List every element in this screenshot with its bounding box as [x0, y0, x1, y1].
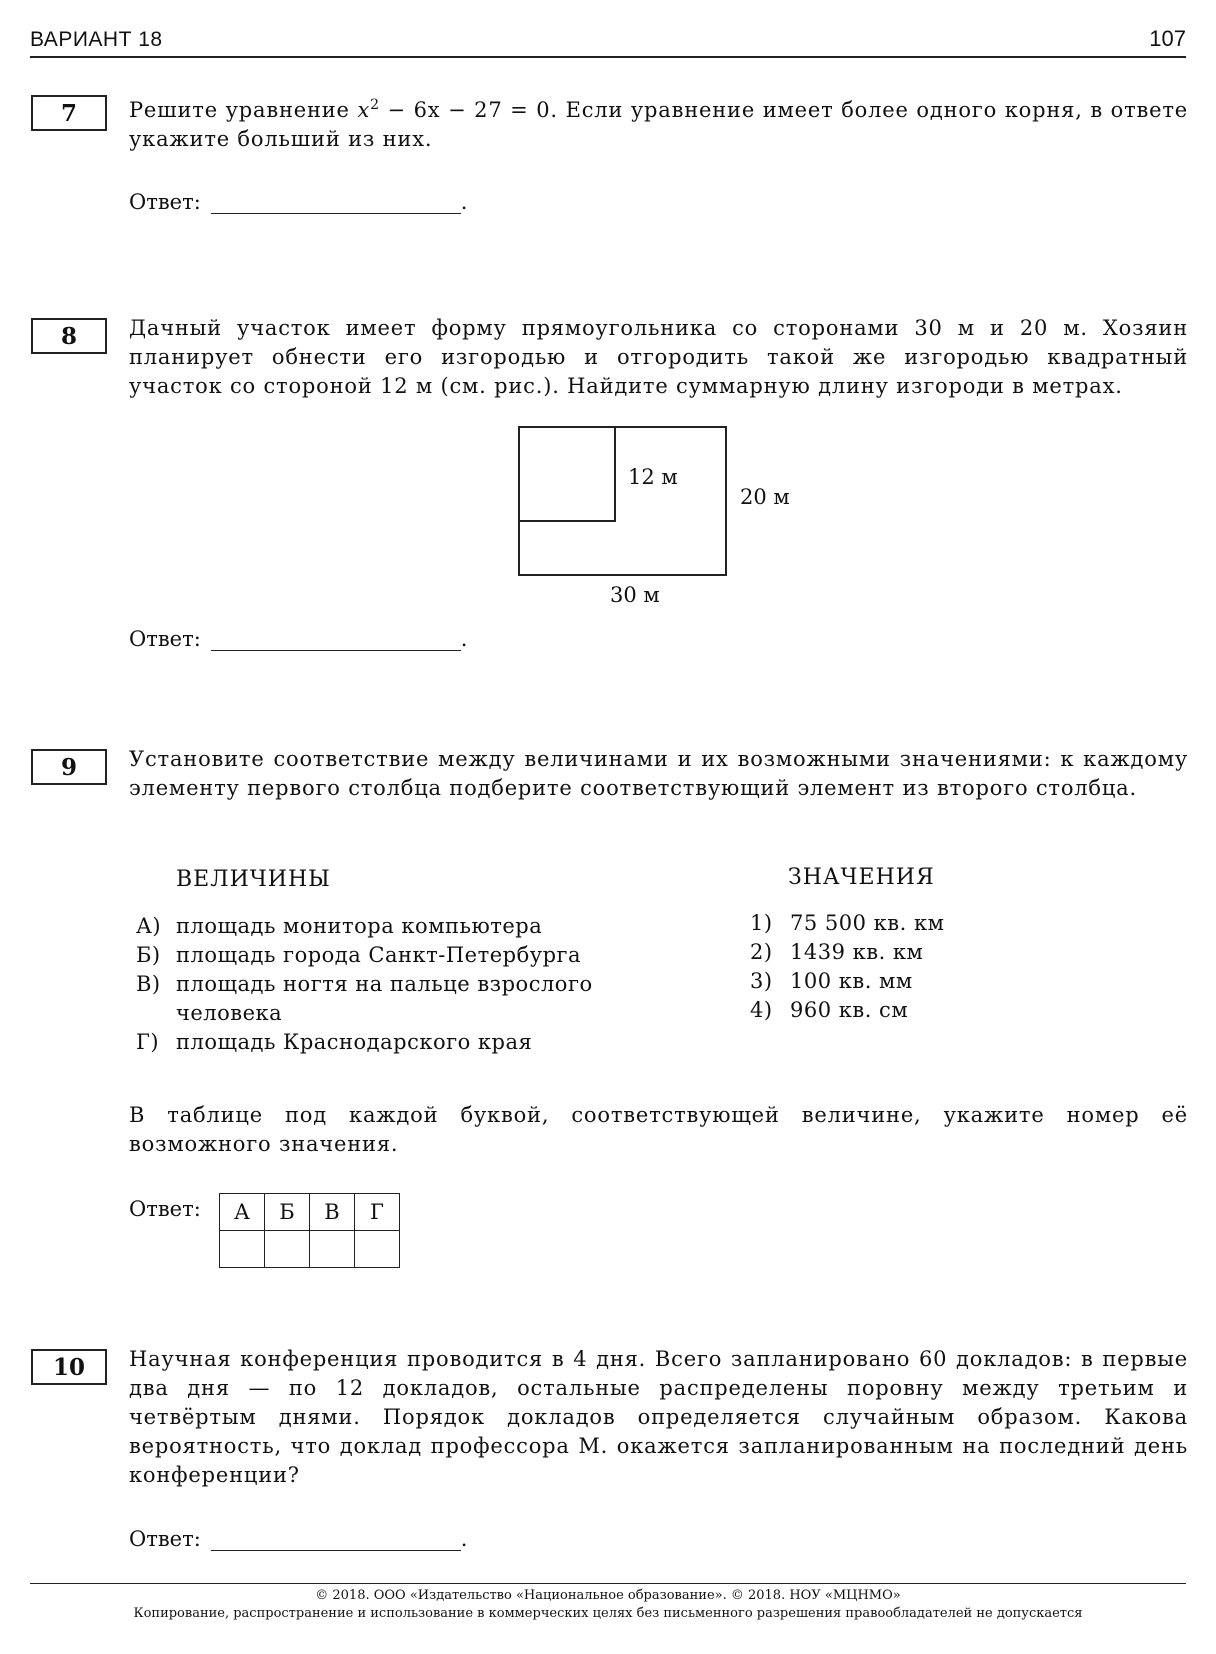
- value-4: [750, 998, 908, 1022]
- variant-title: ВАРИАНТ 18: [30, 28, 163, 51]
- task-8-answer-line[interactable]: [211, 630, 461, 651]
- plot-outline: [519, 427, 726, 575]
- task-9-answer-label-text: Ответ:: [129, 1197, 201, 1221]
- task-8-answer-label: Ответ:: [129, 627, 201, 651]
- quantity-b: [136, 943, 581, 967]
- quantity-a-text: площадь монитора компьютера: [176, 914, 543, 938]
- quantity-a: [136, 914, 542, 938]
- value-1: [750, 911, 944, 935]
- value-3: [750, 969, 913, 993]
- label-square-side: 12 м: [628, 465, 678, 489]
- left-column-title: ВЕЛИЧИНЫ: [176, 867, 331, 892]
- task-9-answer-table: [219, 1193, 400, 1268]
- task-8-answer: [129, 627, 467, 651]
- task-10-answer-line[interactable]: [211, 1530, 461, 1551]
- footer-notice: Копирование, распространение и использование в коммерческих целях без письменного разрешения правообладателей не допускается: [133, 1606, 1083, 1621]
- task-10-answer-end: .: [460, 1527, 468, 1551]
- page-number: 107: [1149, 26, 1186, 51]
- task-9-number: 9: [31, 749, 107, 785]
- quantity-v-label: В): [136, 972, 161, 996]
- value-2: [750, 940, 923, 964]
- square-plot: [519, 427, 615, 521]
- quantity-v2-text: человека: [176, 1001, 283, 1025]
- quantity-b-text: площадь города Санкт-Петербурга: [176, 943, 582, 967]
- value-4-text: 960 кв. см: [790, 998, 909, 1022]
- answer-cell-b[interactable]: [265, 1231, 310, 1268]
- quantity-v-text: площадь ногтя на пальце взрослого: [176, 972, 593, 996]
- quantity-g: [136, 1030, 532, 1054]
- quantity-v-continued: [136, 1001, 282, 1025]
- value-1-label: 1): [750, 911, 773, 935]
- quantity-v: [136, 972, 593, 996]
- task-7-var-x: x: [357, 98, 371, 122]
- footer-copyright: © 2018. ООО «Издательство «Национальное образование». © 2018. НОУ «МЦНМО»: [315, 1588, 901, 1603]
- task-7-answer-end: .: [460, 190, 468, 214]
- task-7-text-before: Решите уравнение: [129, 98, 358, 122]
- task-8-answer-end: .: [460, 627, 468, 651]
- answer-table-input-row: [220, 1231, 400, 1268]
- value-4-label: 4): [750, 998, 773, 1022]
- answer-header-a: А: [220, 1194, 265, 1231]
- answer-table-header-row: [220, 1194, 400, 1231]
- value-3-label: 3): [750, 969, 773, 993]
- task-7-number: 7: [31, 95, 107, 131]
- value-3-text: 100 кв. мм: [790, 969, 913, 993]
- task-7-exponent: 2: [370, 97, 380, 113]
- task-8-number: 8: [31, 318, 107, 354]
- right-column-title: ЗНАЧЕНИЯ: [788, 865, 935, 890]
- answer-cell-v[interactable]: [310, 1231, 355, 1268]
- quantity-g-text: площадь Краснодарского края: [176, 1030, 533, 1054]
- value-2-text: 1439 кв. км: [790, 940, 924, 964]
- task-10-text: Научная конференция проводится в 4 дня. Всего запланировано 60 докладов: в первые два дня — по 12 докладов, остальные распределены поровну между третьим и четвёртым днями. Порядок докладов определяется случайным образом. Какова вероятность, что доклад профессора М. окажется запланированным на последний день конференции?: [129, 1347, 1188, 1487]
- task-7-equation-rest: − 6x − 27 = 0: [379, 98, 551, 122]
- quantity-b-label: Б): [136, 943, 161, 967]
- value-1-text: 75 500 кв. км: [790, 911, 945, 935]
- task-10-number: 10: [31, 1349, 107, 1385]
- task-9-answer-label: [129, 1197, 201, 1221]
- quantity-a-label: А): [136, 914, 162, 938]
- task-8-text: Дачный участок имеет форму прямоугольника со сторонами 30 м и 20 м. Хозяин планирует обнести его изгородью и отгородить такой же изгородью квадратный участок со стороной 12 м (см. рис.). Найдите суммарную длину изгороди в метрах.: [129, 316, 1188, 398]
- answer-cell-a[interactable]: [220, 1231, 265, 1268]
- task-10-answer: [129, 1527, 467, 1551]
- task-9-instruction: В таблице под каждой буквой, соответствующей величине, укажите номер её возможного значения.: [129, 1103, 1188, 1156]
- task-10-answer-label: Ответ:: [129, 1527, 201, 1551]
- task-9-text: Установите соответствие между величинами и их возможными значениями: к каждому элементу первого столбца подберите соответствующий элемент из второго столбца.: [129, 747, 1188, 800]
- quantity-g-label: Г): [136, 1030, 160, 1054]
- answer-header-v: В: [310, 1194, 355, 1231]
- footer-rule: [30, 1583, 1186, 1584]
- task-7-answer-label: Ответ:: [129, 190, 201, 214]
- answer-header-b: Б: [265, 1194, 310, 1231]
- label-height: 20 м: [740, 485, 790, 509]
- value-2-label: 2): [750, 940, 773, 964]
- label-width: 30 м: [610, 583, 660, 607]
- answer-cell-g[interactable]: [355, 1231, 400, 1268]
- task-7-text-after: . Если уравнение имеет более одного корня, в ответе укажите больший из них.: [129, 98, 1189, 151]
- answer-header-g: Г: [355, 1194, 400, 1231]
